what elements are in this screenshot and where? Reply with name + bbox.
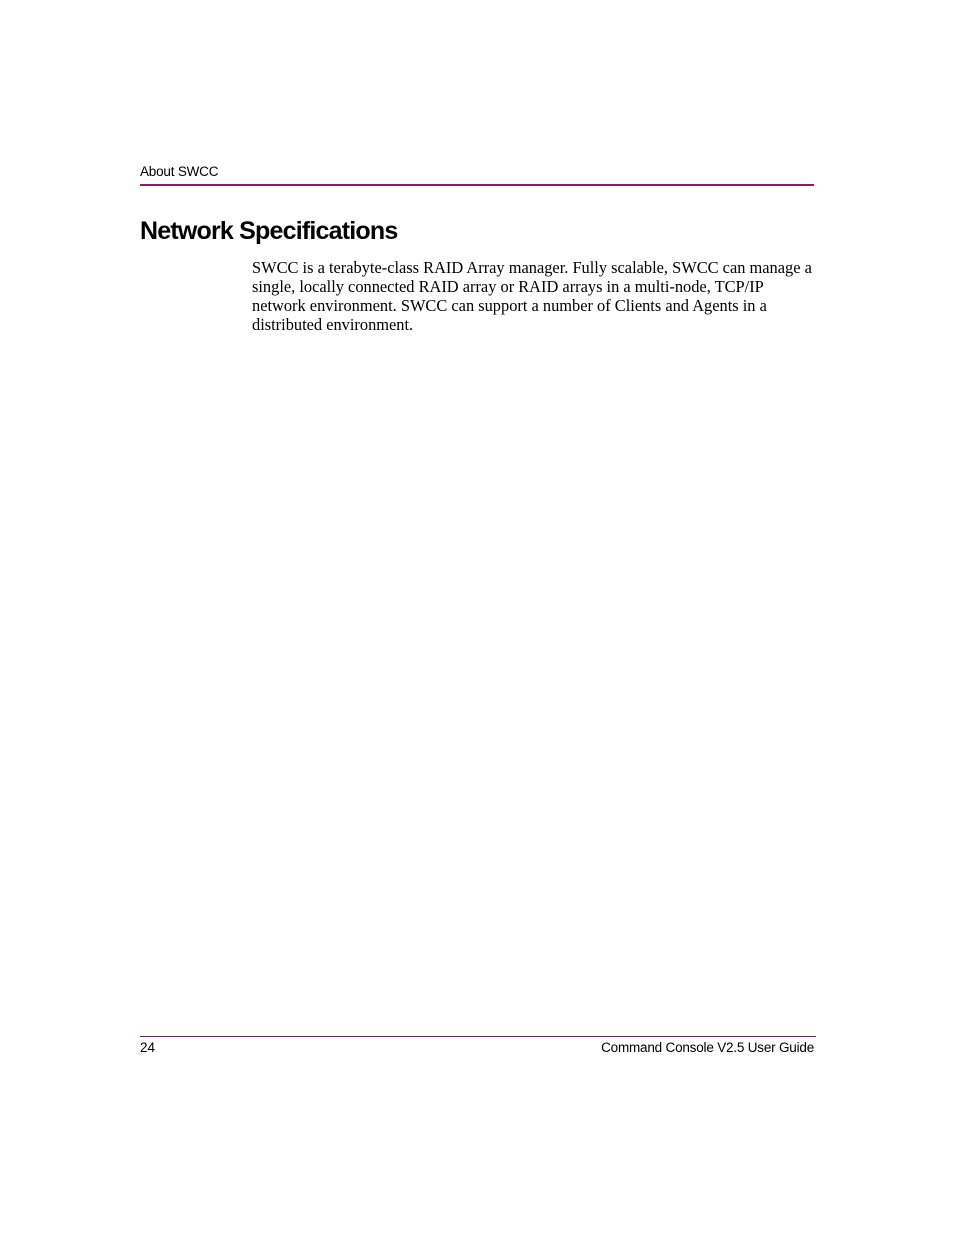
page-number: 24 xyxy=(140,1040,156,1055)
section-body-paragraph: SWCC is a terabyte-class RAID Array manager. Fully scalable, SWCC can manage a single, locally connected RAID array or RAID arrays in a multi-node, TCP/IP network environment. SWCC can support a number of Clients and Agents in a distributed environment. xyxy=(252,258,812,334)
running-header: About SWCC xyxy=(140,164,219,179)
footer-divider xyxy=(140,1036,816,1037)
section-title: Network Specifications xyxy=(140,217,398,245)
header-divider xyxy=(140,184,814,186)
footer-document-title: Command Console V2.5 User Guide xyxy=(601,1040,814,1055)
